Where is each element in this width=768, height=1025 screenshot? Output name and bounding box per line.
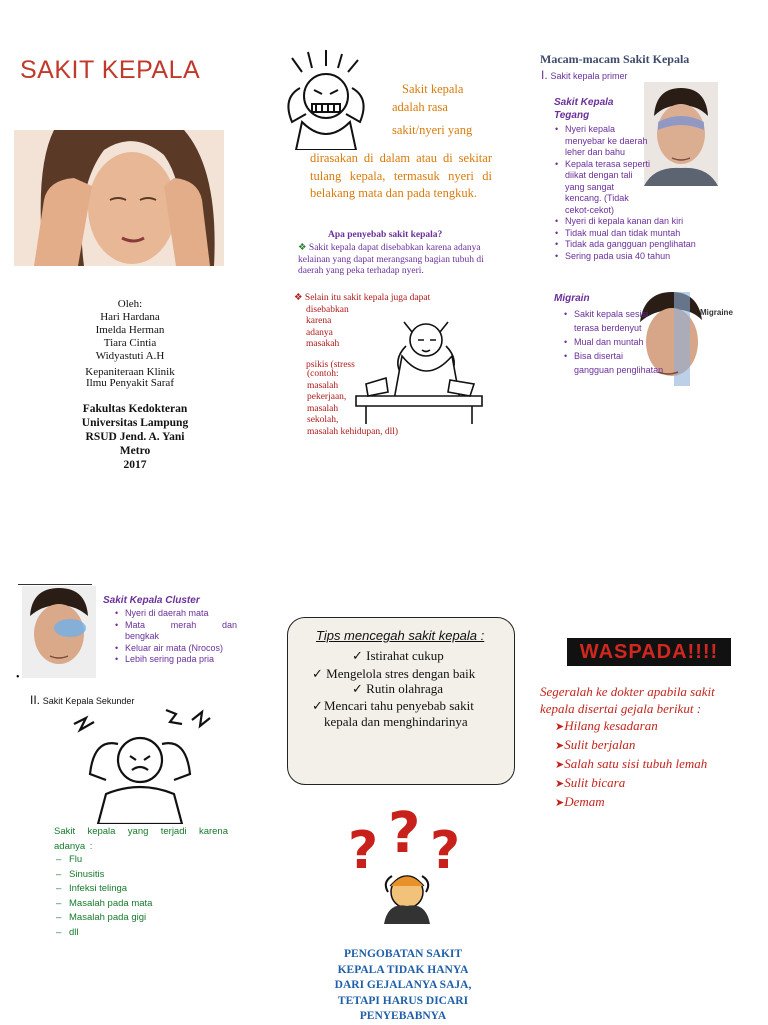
warning-text: Hilang kesadaran bbox=[564, 718, 658, 733]
cause-text: psikis (stress bbox=[306, 359, 355, 370]
cluster-headache-photo bbox=[22, 586, 96, 678]
cause-text: masalah kehidupan, dll) bbox=[307, 426, 399, 437]
list-item bbox=[565, 239, 735, 251]
cause-text: disebabkan bbox=[306, 304, 349, 315]
symptom-text: Tidak ada gangguan penglihatan bbox=[565, 239, 696, 249]
authors-label: Oleh: bbox=[117, 298, 143, 310]
question-marks-illustration bbox=[344, 808, 470, 924]
list-item bbox=[56, 926, 152, 941]
definition-paragraph: dirasakan di dalam atau di sekitar tulang kepala, termasuk nyeri di belakang mata dan pada tengkuk. bbox=[310, 151, 492, 200]
dash-bullet-icon: – bbox=[56, 897, 62, 909]
list-item bbox=[125, 620, 239, 643]
symptom-text: Mual dan muntah bbox=[574, 337, 644, 347]
list-item bbox=[555, 736, 707, 755]
diamond-bullet-icon: ❖ bbox=[298, 243, 307, 253]
cause-point-1 bbox=[298, 243, 498, 278]
roman-numeral: I. bbox=[541, 68, 548, 82]
closing-line: PENGOBATAN SAKIT bbox=[343, 948, 463, 960]
warning-symptom-list bbox=[555, 717, 707, 812]
symptom-text: Lebih sering pada pria bbox=[125, 654, 215, 664]
closing-line: KEPALA TIDAK HANYA bbox=[337, 963, 469, 976]
arrow-bullet-icon: ➤ bbox=[555, 740, 565, 752]
symptom-text: Sering pada usia 40 tahun bbox=[565, 250, 671, 261]
warning-text: Sulit berjalan bbox=[564, 737, 636, 752]
list-item bbox=[565, 124, 735, 159]
cause-text: pekerjaan, bbox=[307, 392, 347, 402]
author-name: Tiara Cintia bbox=[103, 337, 157, 349]
types-heading: Macam-macam Sakit Kepala bbox=[540, 52, 690, 66]
faculty-year: 2017 bbox=[123, 459, 147, 471]
cause-text: sekolah, bbox=[307, 415, 339, 425]
list-item bbox=[574, 349, 664, 377]
cause-text: masalah bbox=[307, 403, 339, 414]
cause-text: dll bbox=[69, 926, 79, 938]
closing-message bbox=[318, 947, 488, 1025]
arrow-bullet-icon: ➤ bbox=[555, 721, 565, 733]
closing-line: DARI GEJALANYA SAJA, bbox=[334, 979, 472, 991]
cause-text: Selain itu sakit kepala juga dapat bbox=[304, 293, 431, 303]
cause-text: adanya bbox=[306, 327, 333, 338]
warning-text: Sulit bicara bbox=[564, 775, 626, 790]
cause-text: (contoh: bbox=[307, 369, 339, 379]
list-item bbox=[565, 251, 735, 263]
list-item bbox=[125, 654, 239, 666]
woman-holding-head-illustration bbox=[14, 130, 224, 266]
question-mark-glyph: ? bbox=[430, 821, 461, 881]
cause-text: masakah bbox=[306, 339, 340, 349]
faculty-line: Fakultas Kedokteran bbox=[82, 403, 188, 415]
department-line: Kepaniteraan Klinik bbox=[85, 366, 175, 378]
list-item bbox=[555, 793, 707, 812]
migraine-photo-label: Migraine bbox=[700, 308, 733, 317]
list-item bbox=[574, 307, 650, 335]
dash-bullet-icon: – bbox=[56, 912, 62, 923]
cause-text: masalah bbox=[307, 380, 339, 391]
symptom-text: Kepala terasa seperti diikat dengan tali yang sangat kencang. (Tidak cekot-cekot) bbox=[565, 158, 651, 215]
list-item bbox=[56, 868, 152, 883]
symptom-text: Nyeri di daerah mata bbox=[125, 608, 209, 618]
list-item bbox=[125, 643, 239, 655]
definition-line: sakit/nyeri yang bbox=[392, 123, 473, 137]
cause-text: Infeksi telinga bbox=[69, 883, 128, 894]
tip-text: Istirahat cukup bbox=[366, 648, 444, 663]
arrow-bullet-icon: ➤ bbox=[555, 797, 565, 809]
cause-text: Sinusitis bbox=[69, 868, 105, 880]
cause-text: Sakit kepala dapat disebabkan karena adanya kelainan yang dapat merangsang bagian tubuh di daerah yang peka terhadap nyeri. bbox=[298, 243, 484, 276]
closing-line: PENYEBABNYA bbox=[359, 1010, 447, 1022]
dash-bullet-icon: – bbox=[56, 868, 62, 880]
list-item bbox=[565, 216, 735, 228]
migraine-symptom-list bbox=[563, 307, 664, 377]
cause-text: Flu bbox=[69, 854, 83, 865]
symptom-text: Mata merah dan bengkak bbox=[125, 619, 237, 641]
frustrated-man-illustration bbox=[66, 704, 212, 824]
author-name: Imelda Herman bbox=[95, 324, 165, 336]
list-item bbox=[555, 774, 707, 793]
warning-text: Demam bbox=[564, 794, 605, 809]
small-bullet-icon: • bbox=[16, 672, 20, 683]
roman-numeral: II. bbox=[30, 693, 41, 707]
secondary-intro: Sakit kepala yang terjadi karena adanya : bbox=[54, 826, 228, 852]
checkmark-icon: ✓ bbox=[352, 648, 367, 663]
secondary-label: Sakit Kepala Sekunder bbox=[42, 696, 135, 706]
arrow-bullet-icon: ➤ bbox=[555, 759, 565, 771]
divider-line bbox=[18, 584, 92, 585]
department-line: Ilmu Penyakit Saraf bbox=[86, 377, 174, 389]
symptom-text: Bisa disertai gangguan penglihatan bbox=[574, 351, 664, 375]
secondary-cause-list bbox=[56, 853, 152, 940]
arrow-bullet-icon: ➤ bbox=[555, 778, 565, 790]
symptom-text: Nyeri di kepala kanan dan kiri bbox=[565, 216, 684, 226]
headache-woman-photo bbox=[14, 130, 224, 266]
primary-label: Sakit kepala primer bbox=[550, 71, 628, 81]
faculty-line: Metro bbox=[119, 445, 151, 457]
tip-item bbox=[352, 648, 444, 664]
definition-line: Sakit kepala bbox=[402, 82, 464, 96]
tip-text: Rutin olahraga bbox=[366, 681, 444, 696]
tension-title-line: Tegang bbox=[554, 110, 590, 121]
tips-box bbox=[287, 617, 515, 785]
tips-title: Tips mencegah sakit kepala : bbox=[316, 628, 485, 643]
list-item bbox=[56, 911, 152, 926]
question-mark-glyph: ? bbox=[388, 808, 421, 866]
cluster-symptom-list bbox=[114, 608, 239, 666]
tension-title bbox=[554, 96, 613, 122]
tip-item bbox=[312, 698, 508, 730]
question-mark-glyph: ? bbox=[348, 821, 379, 881]
authors-block bbox=[30, 298, 230, 389]
list-item bbox=[125, 608, 239, 620]
tension-title-line: Sakit Kepala bbox=[554, 97, 614, 108]
list-item bbox=[56, 853, 152, 868]
diamond-bullet-icon: ❖ bbox=[294, 293, 303, 303]
author-name: Hari Hardana bbox=[100, 311, 160, 323]
tip-item bbox=[352, 681, 443, 697]
symptom-text: Keluar air mata (Nrocos) bbox=[125, 642, 224, 653]
faculty-line: Universitas Lampung bbox=[81, 417, 189, 429]
definition-line: adalah rasa bbox=[392, 100, 448, 114]
checkmark-icon: ✓ bbox=[352, 681, 367, 696]
list-item bbox=[56, 897, 152, 912]
faculty-block bbox=[40, 402, 230, 472]
dash-bullet-icon: – bbox=[56, 854, 62, 865]
tip-text: Mencari tahu penyebab sakit kepala dan menghindarinya bbox=[324, 698, 474, 729]
primary-heading bbox=[541, 68, 628, 82]
list-item bbox=[565, 228, 735, 240]
cluster-title: Sakit Kepala Cluster bbox=[103, 595, 200, 606]
leaflet-title: SAKIT KEPALA bbox=[20, 56, 201, 84]
tip-item bbox=[312, 666, 475, 682]
warning-text: Salah satu sisi tubuh lemah bbox=[564, 756, 708, 771]
checkmark-icon: ✓ bbox=[312, 698, 323, 713]
list-item bbox=[555, 755, 707, 774]
tension-symptom-list bbox=[554, 124, 735, 262]
tip-text: Mengelola stres dengan baik bbox=[326, 666, 476, 681]
list-item bbox=[56, 882, 152, 897]
cause-text: Masalah pada gigi bbox=[69, 912, 147, 923]
migraine-title: Migrain bbox=[554, 293, 590, 304]
symptom-text: Sakit kepala sesisi terasa berdenyut bbox=[574, 309, 649, 333]
checkmark-icon: ✓ bbox=[312, 666, 327, 681]
dash-bullet-icon: – bbox=[56, 883, 62, 894]
warning-banner: WASPADA!!!! bbox=[567, 638, 731, 666]
cartoon-headache-man-1 bbox=[272, 48, 384, 150]
list-item bbox=[574, 335, 650, 349]
cause-text: Masalah pada mata bbox=[69, 897, 153, 909]
warning-intro: Segeralah ke dokter apabila sakit kepala disertai gejala berikut : bbox=[540, 684, 715, 716]
dash-bullet-icon: – bbox=[56, 926, 62, 938]
closing-line: TETAPI HARUS DICARI bbox=[337, 994, 469, 1007]
list-item bbox=[565, 159, 735, 217]
symptom-text: Tidak mual dan tidak muntah bbox=[565, 227, 681, 238]
stressed-man-desk-illustration bbox=[346, 310, 492, 428]
cause-text: karena bbox=[306, 316, 332, 326]
causes-heading: Apa penyebab sakit kepala? bbox=[328, 230, 443, 240]
list-item bbox=[555, 717, 707, 736]
author-name: Widyastuti A.H bbox=[95, 350, 165, 362]
symptom-text: Nyeri kepala menyebar ke daerah leher dan bahu bbox=[565, 124, 648, 157]
faculty-line: RSUD Jend. A. Yani bbox=[85, 431, 185, 443]
